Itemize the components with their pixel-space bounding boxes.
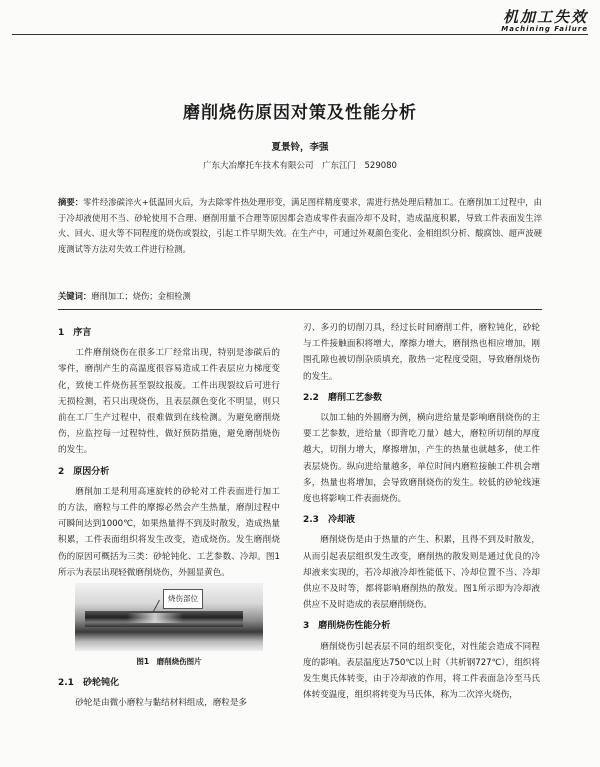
section-heading: 2.3 冷却液	[303, 515, 355, 526]
section-heading: 2 原因分析	[58, 466, 110, 477]
abstract-text: 零件经渗碳淬火+低温回火后，为去除零件热处理形变，满足图样精度要求，需进行热处理后精加工。在磨削加工过程中，由于冷却液使用不当、砂轮使用不合理、磨削用量不合理等原因都会造成零件表面冷却不及时，造成温度积累，导致工件表面发生淬火、回火、退火等不同程度的烧伤或裂纹，引起工件早期失效。在生产中，可通过外观颜色变化、金相组织分析、酸腐蚀、超声波硬度测试等方法对失效工件进行检测。	[58, 197, 542, 254]
paragraph: 磨削烧伤是由于热量的产生、积累，且得不到及时散发，从而引起表层组织发生改变，磨削热的散发则是通过优良的冷却液来实现的，若冷却液冷却性能低下、冷却位置不当、冷却供应不及时等，都将影响磨削热的散发。图1所示即为冷却液供应不及时造成的表层磨削烧伤。	[303, 535, 540, 611]
paragraph: 磨削烧伤引起表层不同的组织变化，对性能会造成不同程度的影响。表层温度达750℃以上时（共析钢727℃），组织将发生奥氏体转变，由于冷却液的作用，将工件表面急冷至马氏体转变温度，组织将转变为马氏体，称为二次淬火烧伤，	[303, 641, 540, 701]
keywords-label: 关键词：	[58, 291, 92, 301]
paragraph: 砂轮是由微小磨粒与黏结材料组成，磨粒是多	[75, 698, 248, 709]
article-affiliation: 广东大冶摩托车技术有限公司 广东江门 529080	[203, 161, 397, 171]
paragraph: 磨削加工是利用高速旋转的砂轮对工件表面进行加工的方法，磨粒与工件的摩擦必然会产生热量，磨削过程中可瞬间达到1000℃，如果热量得不到及时散发，造成热量积累，工件表面组织将发生改变，造成烧伤。发生磨削烧伤的原因可概括为三类：砂轮钝化、工艺参数、冷却。图1所示为表层出现轻微磨削烧伤，外圆显黄色。	[58, 486, 280, 578]
figure-caption: 图1 磨削烧伤图片	[136, 657, 202, 667]
left-column	[58, 320, 280, 712]
abstract-label: 摘要：	[58, 197, 84, 207]
masthead	[501, 6, 588, 33]
abstract	[58, 195, 542, 257]
keywords-text: 磨削加工；烧伤；金相检测	[91, 291, 191, 301]
paragraph: 以加工轴的外圆磨为例，横向进给量是影响磨削烧伤的主要工艺参数，进给量（即背吃刀量）越大，磨粒所切削的厚度越大，切削力增大，摩擦增加，产生的热量也就越多，使工件表层烧伤。纵向进给量越多，单位时间内磨粒接触工件机会增多，热量也将增加，会导致磨削烧伤的发生。较低的砂轮线速度也将影响工件表面烧伤。	[303, 413, 540, 505]
right-column	[303, 320, 540, 703]
section-heading: 2.2 磨削工艺参数	[303, 392, 382, 403]
article-authors: 夏景铃，李强	[271, 142, 329, 153]
burn-spot	[127, 613, 183, 623]
paragraph: 刃、多刃的切削刀具，经过长时间磨削工件，磨粒钝化，砂轮与工件接触面积将增大，摩擦力增大，磨削热也相应增加，刚围孔隙也被切削杂质填充，散热一定程度受阻，导致磨削烧伤的发生。	[303, 323, 540, 382]
section-heading: 3 磨削烧伤性能分析	[303, 621, 391, 632]
section-heading: 1 序言	[58, 328, 92, 338]
keywords-rule	[58, 309, 542, 310]
figure-tag: 烧伤部位	[163, 589, 203, 609]
section-heading: 2.1 砂轮钝化	[58, 678, 119, 689]
figure-burn-photo	[75, 583, 263, 651]
journal-section-title: 机加工失效	[502, 8, 588, 26]
keywords	[58, 290, 542, 302]
header-rule	[12, 34, 588, 35]
paragraph: 工件磨削烧伤在很多工厂经常出现，特别是渗碳后的零件，磨削产生的高温度很容易造成工件表层应力梯度变化，致使工件烧伤甚至裂纹报废。工件出现裂纹后可进行无损检测，若只出现烧伤，且表层颜色变化不明显，则只前在工厂生产过程中，很难做到在线检测。为避免磨削烧伤，应监控每一过程特性，做好预防措施，避免磨削烧伤的发生。	[58, 348, 280, 456]
journal-section-subtitle: Machining Failure	[501, 25, 588, 33]
article-title: 磨削烧伤原因对策及性能分析	[183, 103, 417, 123]
